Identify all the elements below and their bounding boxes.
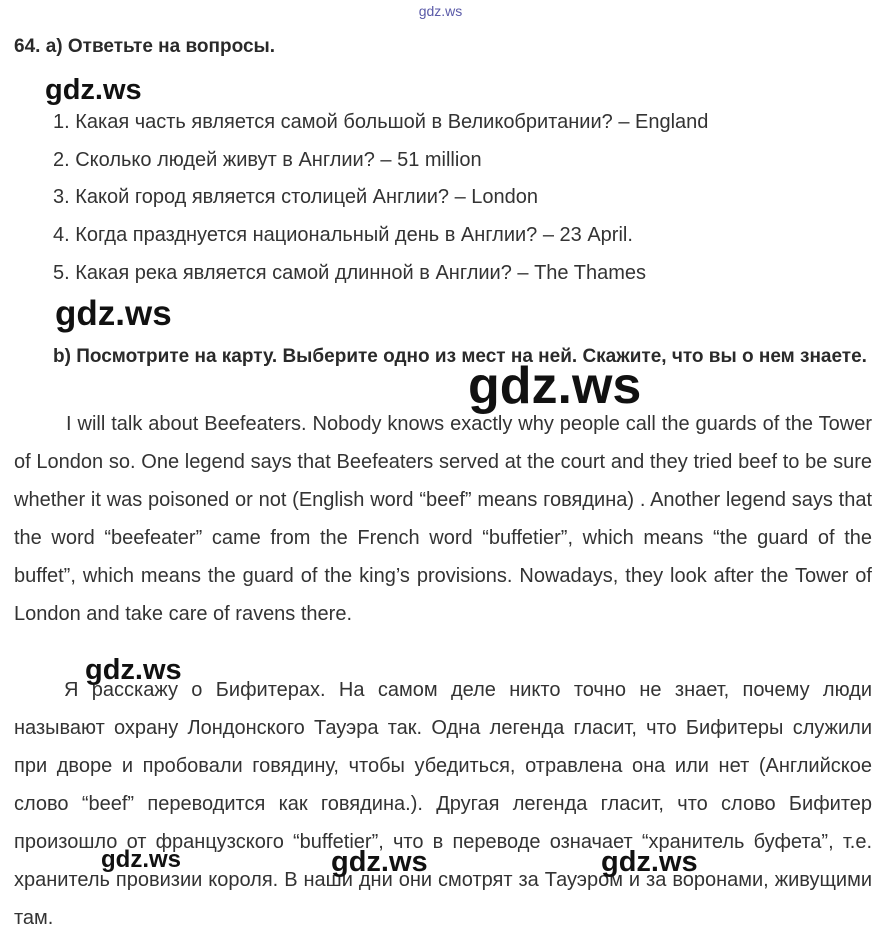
question-3: 3. Какой город является столицей Англии? – London [53,186,539,208]
question-1: 1. Какая часть является самой большой в Великобритании? – England [53,111,709,133]
watermark-6: gdz.ws [331,846,428,878]
exercise-heading: 64. a) Ответьте на вопросы. [14,36,276,57]
english-text: I will talk about Beefeaters. Nobody knows exactly why people call the guards of the Tower of London so. One legend says that Beefeaters served at the court and they tried beef to be sure whether it was poisoned or not (English word “beef” means говядина) . Another legend says that the word “beefeater” came from the French word “buffetier”, which means “the guard of the buffet”, which means the guard of the king’s provisions. Nowadays, they look after the Tower of London and take care of ravens there. [14,413,872,625]
watermark-7: gdz.ws [601,846,698,878]
question-2: 2. Сколько людей живут в Англии? – 51 million [53,149,482,171]
part-b-heading: b) Посмотрите на карту. Выберите одно из мест на ней. Скажите, что вы о нем знаете. [53,346,867,367]
question-5: 5. Какая река является самой длинной в Англии? – The Thames [53,262,646,284]
russian-text: Я расскажу о Бифитерах. На самом деле никто точно не знает, почему люди называют охрану Лондонского Тауэра так. Одна легенда гласит, что Бифитеры служили при дворе и пробовали говядину, чтобы убедиться, отравлена она или нет (Английское слово “beef” переводится как говядина.). Другая легенда гласит, что слово Бифитер произошло от французского “buffetier”, что в переводе означает “хранитель буфета”, т.е. хранитель провизии короля. В наши дни они смотрят за Тауэром и за воронами, живущими там. [14,679,872,929]
watermark-5: gdz.ws [101,846,182,873]
watermark-1: gdz.ws [45,74,142,106]
question-4: 4. Когда празднуется национальный день в Англии? – 23 April. [53,224,633,246]
top-watermark: gdz.ws [418,3,463,19]
watermark-2: gdz.ws [55,294,172,333]
watermark-4: gdz.ws [85,654,182,686]
watermark-3: gdz.ws [468,357,642,415]
